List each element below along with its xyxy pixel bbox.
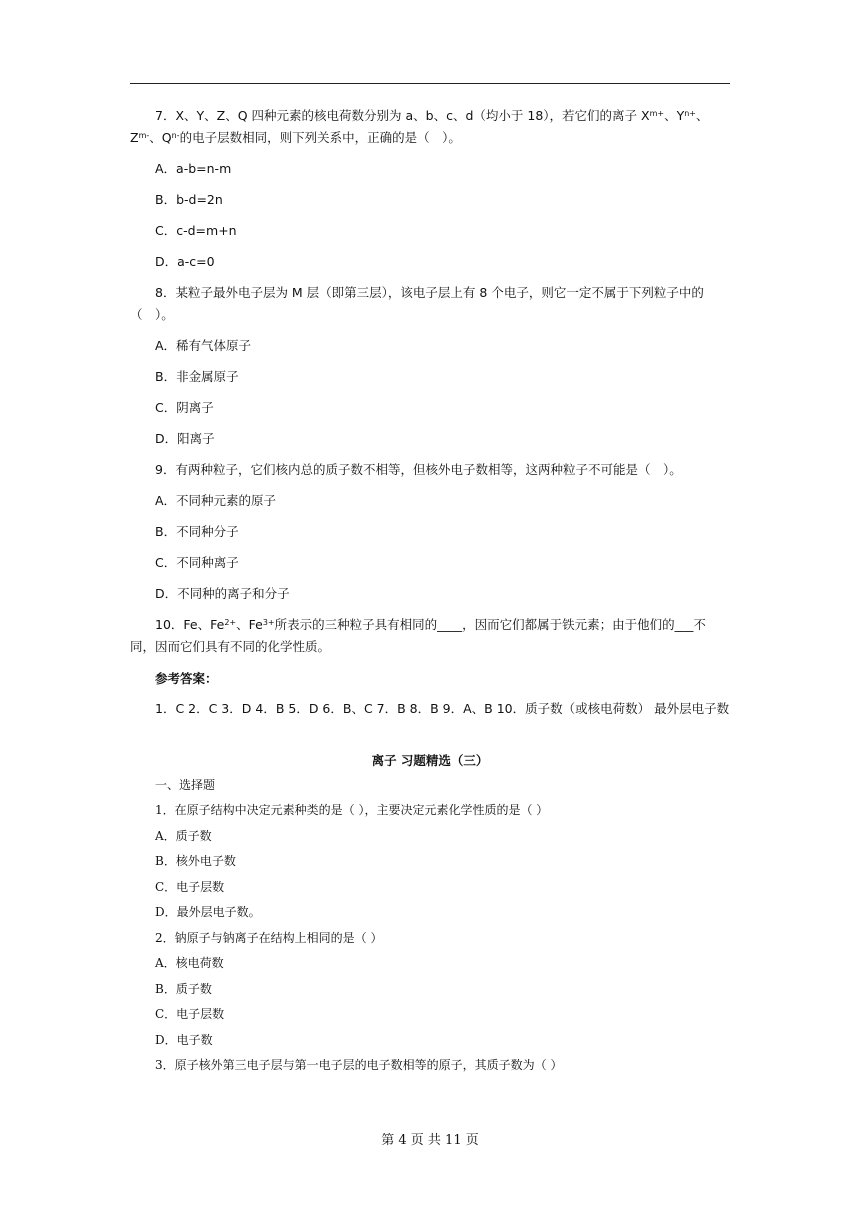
q8-option-d: D．阳离子: [155, 431, 215, 446]
question-7: [130, 105, 730, 149]
b-q1-option-a: A．质子数: [155, 829, 212, 843]
q9-option-a: A．不同种元素的原子: [155, 493, 277, 508]
q7-option-d: D．a-c=0: [155, 254, 215, 269]
q7-option-a: A．a-b=n-m: [155, 161, 232, 176]
q10-text-2: 、Fe: [236, 617, 263, 632]
q7-text-3: 、Z: [130, 108, 709, 145]
question-10: [130, 614, 730, 658]
q9-option-d: D．不同种的离子和分子: [155, 586, 290, 601]
q7-text-1: 7．X、Y、Z、Q 四种元素的核电荷数分别为 a、b、c、d（均小于 18），若它们的离子 X: [155, 108, 650, 123]
q7-option-c: C．c-d=m+n: [155, 223, 237, 238]
page-footer: 第 4 页 共 11 页: [381, 1133, 479, 1148]
q8-option-b: B．非金属原子: [155, 369, 239, 384]
answer-heading: 参考答案：: [155, 671, 218, 686]
header-rule: [130, 83, 730, 84]
q7-option-b: B．b-d=2n: [155, 192, 223, 207]
b-question-2: 2．钠原子与钠离子在结构上相同的是（ ）: [155, 931, 383, 945]
b-q2-option-a: A．核电荷数: [155, 956, 224, 970]
q7-sup-1: m+: [649, 109, 665, 118]
answer-key: 1．C 2．C 3．D 4．B 5．D 6．B、C 7．B 8．B 9．A、B 10．质子数（或核电荷数） 最外层电子数: [155, 701, 730, 716]
q10-sup-1: 2+: [224, 618, 237, 627]
q7-text-4: 、Q: [149, 130, 172, 145]
q7-text-2: 、Y: [664, 108, 685, 123]
q10-text-3: 所表示的三种粒子具有相同的____，因而它们都属于铁元素；由于他们的___不同，因而它们具有不同的化学性质。: [130, 617, 706, 654]
q8-option-c: C．阴离子: [155, 400, 214, 415]
b-q1-option-d: D．最外层电子数。: [155, 905, 261, 919]
question-8: 8．某粒子最外电子层为 M 层（即第三层），该电子层上有 8 个电子，则它一定不属于下列粒子中的（ ）。: [130, 285, 704, 322]
b-question-1: 1．在原子结构中决定元素种类的是（ ），主要决定元素化学性质的是（ ）: [155, 803, 549, 817]
q10-sup-2: 3+: [262, 618, 275, 627]
section-title: 离子 习题精选（三）: [371, 753, 489, 768]
b-q1-option-c: C．电子层数: [155, 880, 225, 894]
q10-text-1: 10．Fe、Fe: [155, 617, 225, 632]
q7-text-5: 的电子层数相同，则下列关系中，正确的是（ ）。: [179, 130, 461, 145]
b-q2-option-b: B．质子数: [155, 982, 212, 996]
q9-option-c: C．不同种离子: [155, 555, 239, 570]
q8-option-a: A．稀有气体原子: [155, 338, 252, 353]
b-q2-option-d: D．电子数: [155, 1033, 213, 1047]
q9-option-b: B．不同种分子: [155, 524, 239, 539]
q7-sup-4: n-: [171, 131, 180, 140]
section-heading: 一、选择题: [155, 778, 216, 792]
question-9: 9．有两种粒子，它们核内总的质子数不相等，但核外电子数相等，这两种粒子不可能是（ ）。: [155, 462, 682, 477]
b-q2-option-c: C．电子层数: [155, 1007, 225, 1021]
b-question-3: 3．原子核外第三电子层与第一电子层的电子数相等的原子，其质子数为（ ）: [155, 1058, 563, 1072]
q7-sup-2: n+: [684, 109, 696, 118]
b-q1-option-b: B．核外电子数: [155, 854, 236, 868]
q7-sup-3: m-: [138, 131, 150, 140]
